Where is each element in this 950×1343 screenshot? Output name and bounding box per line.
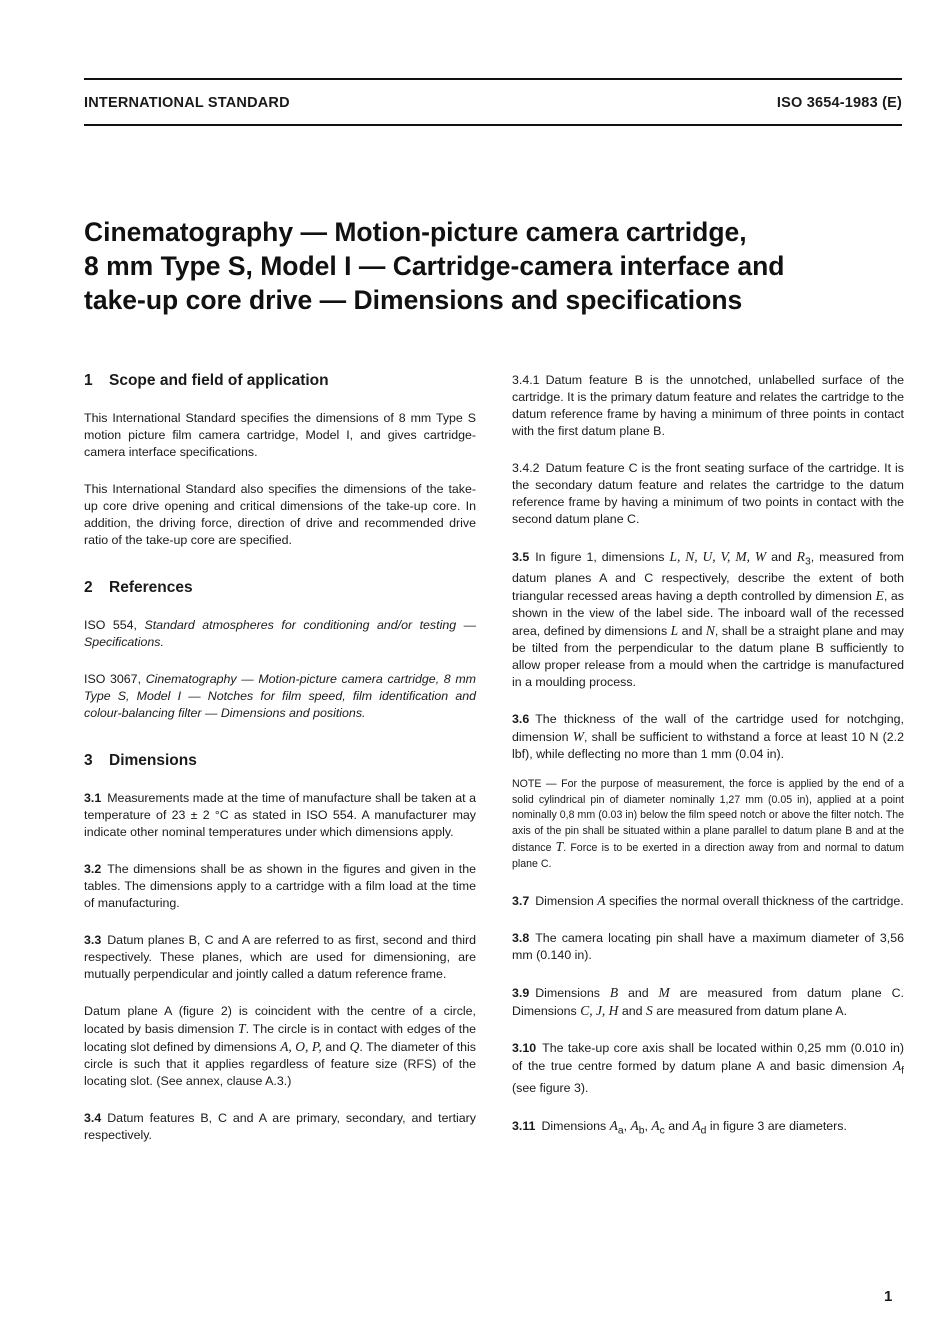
title-line-1: Cinematography — Motion-picture camera cartridge, <box>84 217 747 247</box>
s1-para-2: This International Standard also specifies the dimensions of the take-up core drive opening and critical dimensions of the take-up core. In addition, the driving force, direction of drive and recommended drive ratio of the take-up core are specified. <box>84 482 476 547</box>
s1-para-1: This International Standard specifies the dimensions of 8 mm Type S motion picture film camera cartridge, Model I, and gives cartridge-camera interface specifications. <box>84 411 476 459</box>
top-rule <box>84 78 902 80</box>
section-2-heading: 2 References <box>84 579 193 596</box>
clause-3-3: 3.3 Datum planes B, C and A are referred to as first, second and third respectively. These planes, which are used for dimensioning, are mutually perpendicular and jointly called a datum reference frame. <box>84 933 476 981</box>
section-1-heading: 1 Scope and field of application <box>84 372 329 389</box>
clause-3-2: 3.2 The dimensions shall be as shown in the figures and given in the tables. The dimensions apply to a cartridge with a film load at the time of manufacturing. <box>84 862 476 910</box>
reference-iso-3067: ISO 3067, Cinematography — Motion-picture camera cartridge, 8 mm Type S, Model I — Notches for film speed, film identification and colour-balancing filter — Dimensions and positions. <box>84 672 477 720</box>
section-3-heading: 3 Dimensions <box>84 752 197 769</box>
header-rule <box>84 124 902 126</box>
reference-iso-554: ISO 554, Standard atmospheres for conditioning and/or testing — Specifications. <box>84 618 476 649</box>
clause-3-4-1: 3.4.1 Datum feature B is the unnotched, unlabelled surface of the cartridge. It is the primary datum feature and relates the cartridge to the datum reference frame by having a minimum of three points in contact with the first datum plane B. <box>512 373 904 438</box>
clause-3-7: 3.7 Dimension A specifies the normal overall thickness of the cartridge. <box>512 893 904 909</box>
header-left: INTERNATIONAL STANDARD <box>84 95 290 111</box>
document-title <box>84 215 914 317</box>
clause-3-9: 3.9 Dimensions B and M are measured from datum plane C. Dimensions C, J, H and S are measured from datum plane A. <box>512 985 904 1019</box>
clause-3-4-2: 3.4.2 Datum feature C is the front seating surface of the cartridge. It is the secondary datum feature and relates the cartridge to the datum reference frame by having a minimum of two points in contact with the second datum plane C. <box>512 461 904 526</box>
page-number: 1 <box>884 1288 893 1305</box>
clause-3-8: 3.8 The camera locating pin shall have a maximum diameter of 3,56 mm (0.140 in). <box>512 931 904 963</box>
clause-3-5: 3.5 In figure 1, dimensions L, N, U, V, M, W and $R_3$, measured from datum planes A and C respectively, describe the extent of both triangular recessed areas having a depth controlled by dimension E, as shown in the view of the label side. The inboard wall of the recessed area, defined by dimensions L and N, shall be a straight plane and may be tilted from the perpendicular to the datum plane B sufficiently to allow proper release from a mould when the cartridge is manufactured in a moulding process. <box>512 549 904 690</box>
clause-3-3-datum-a: Datum plane A (figure 2) is coincident with the centre of a circle, located by basis dimension T. The circle is in contact with edges of the locating slot defined by dimensions A, O, P, and Q. The diameter of this circle is such that it applies regardless of feature size (RFS) of the locating slot. (See annex, clause A.3.) <box>84 1004 476 1088</box>
left-column <box>84 372 476 1144</box>
clause-3-1: 3.1 Measurements made at the time of manufacture shall be taken at a temperature of 23 ± 2 °C as stated in ISO 554. A manufacturer may indicate other nominal temperatures under which dimensions apply. <box>84 791 476 839</box>
header-right: ISO 3654-1983 (E) <box>776 95 902 111</box>
clause-3-6-note: NOTE — For the purpose of measurement, the force is applied by the end of a solid cylindrical pin of diameter nominally 1,27 mm (0.05 in), applied at a point nominally 0,8 mm (0.03 in) below the film speed notch or above the filter notch. The axis of the pin shall be situated within a plane parallel to datum plane B and at the distance T. Force is to be exerted in a direction away from and normal to datum plane C. <box>512 778 904 870</box>
clause-3-6: 3.6 The thickness of the wall of the cartridge used for notchging, dimension W, shall be sufficient to withstand a force at least 10 N (2.2 lbf), while deflecting no more than 1 mm (0.04 in). <box>512 712 904 762</box>
title-line-3: take-up core drive — Dimensions and specifications <box>84 285 743 315</box>
clause-3-11: 3.11 Dimensions $A_a$, $A_b$, $A_c$ and $A_d$ in figure 3 are diameters. <box>512 1117 847 1137</box>
clause-3-10: 3.10 The take-up core axis shall be located within 0,25 mm (0.010 in) of the true centre formed by datum plane A and basic dimension $A_f$ (see figure 3). <box>512 1041 904 1095</box>
clause-3-4: 3.4 Datum features B, C and A are primary, secondary, and tertiary respectively. <box>84 1111 476 1142</box>
title-line-2: 8 mm Type S, Model I — Cartridge-camera interface and <box>84 251 785 281</box>
right-column <box>512 372 904 1139</box>
